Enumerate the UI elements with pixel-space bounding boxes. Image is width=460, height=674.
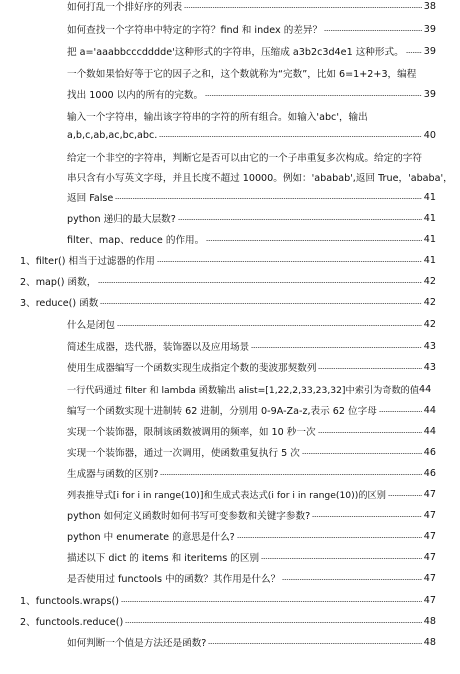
dot-leader [324,30,422,31]
toc-entry-title: 生成器与函数的区别? [67,469,159,480]
dot-leader [302,453,422,454]
dot-leader [184,7,422,8]
toc-page-number: 39 [423,88,436,100]
toc-entry[interactable] [67,570,436,586]
toc-page-number: 40 [423,129,436,141]
toc-entry-title: 1、functools.wraps() [20,596,119,607]
dot-leader [312,516,422,517]
toc-entry-title: python 中 enumerate 的意思是什么? [67,532,235,543]
toc-page-number: 41 [423,212,436,224]
toc-entry-title: 如何打乱一个排好序的列表 [67,2,183,13]
toc-entry[interactable] [67,528,436,544]
dot-leader [115,198,421,199]
dot-leader [206,240,422,241]
toc-entry-line[interactable] [67,169,453,185]
toc-page-number: 44 [423,425,436,437]
toc-entry-line[interactable] [67,65,436,81]
toc-entry-continuation: 串只含有小写英文字母，并且长度不超过 10000。例如：'ababab',返回 True，'ababa'， [67,173,453,184]
toc-page-number: 39 [423,23,436,35]
dot-leader [160,474,421,475]
toc-entry-title: 2、map() 函数， [20,277,97,288]
toc-entry-title: 把 a='aaabbcccdddde'这种形式的字符串，压缩成 a3b2c3d4e1 这种形式。 [67,47,404,58]
toc-entry[interactable] [67,43,436,59]
dot-leader [261,558,422,559]
toc-entry[interactable] [67,86,436,102]
dot-leader [237,537,422,538]
dot-leader [157,261,422,262]
toc-entry[interactable] [67,381,436,397]
toc-entry-title: filter、map、reduce 的作用。 [67,235,205,246]
dot-leader [388,495,422,496]
toc-entry-title: python 递归的最大层数? [67,214,176,225]
toc-entry[interactable] [67,316,436,332]
toc-entry[interactable] [20,294,436,310]
toc-entry-continuation: a,b,c,ab,ac,bc,abc. [67,129,158,141]
dot-leader [379,411,422,412]
dot-leader [178,219,422,220]
toc-page-number: 38 [423,0,436,12]
toc-entry[interactable] [67,189,436,205]
dot-leader [205,95,422,96]
toc-page-number: 42 [423,275,436,287]
toc-entry-continuation: 返回 False [67,193,114,204]
toc-entry[interactable] [67,486,436,502]
toc-entry-title: 如何查找一个字符串中特定的字符？find 和 index 的差异？ [67,25,323,36]
toc-entry-title: 是否使用过 functools 中的函数？其作用是什么？ [67,574,281,585]
toc-entry[interactable] [20,252,436,268]
dot-leader [100,303,421,304]
toc-page-number: 47 [423,488,436,500]
toc-entry[interactable] [20,273,436,289]
toc-page-number: 39 [423,45,436,57]
toc-page-number: 41 [423,233,436,245]
toc-entry[interactable] [67,465,436,481]
toc-page-number: 46 [423,467,436,479]
toc-entry[interactable] [67,210,436,226]
toc-entry[interactable] [67,634,436,650]
toc-entry[interactable] [67,127,436,143]
dot-leader [318,432,422,433]
toc-entry-title: 一行代码通过 filter 和 lambda 函数输出 alist=[1,22,2,33,23,32]中索引为奇数的值 [67,385,420,396]
toc-entry[interactable] [67,549,436,565]
toc-entry-title: 实现一个装饰器，限制该函数被调用的频率，如 10 秒一次 [67,427,316,438]
toc-page-number: 47 [423,594,436,606]
toc-entry[interactable] [67,21,436,37]
toc-entry-line[interactable] [67,108,436,124]
toc-page-number: 42 [423,296,436,308]
toc-entry[interactable] [67,402,436,418]
dot-leader [125,622,422,623]
toc-entry[interactable] [67,507,436,523]
toc-entry-title: 什么是闭包 [67,320,115,331]
toc-entry-title: 使用生成器编写一个函数实现生成指定个数的斐波那契数列 [67,363,317,374]
toc-entry-title: 一个数如果恰好等于它的因子之和，这个数就称为“完数”，比如 6=1+2+3，编程 [67,69,417,80]
toc-entry-title: python 如何定义函数时如何书写可变参数和关键字参数? [67,511,311,522]
toc-entry-title: 2、functools.reduce() [20,617,124,628]
toc-entry[interactable] [67,0,436,14]
toc-entry[interactable] [20,613,436,629]
dot-leader [117,325,422,326]
dot-leader [98,282,421,283]
toc-entry-title: 简述生成器，迭代器，装饰器以及应用场景 [67,342,250,353]
dot-leader [251,347,422,348]
toc-entry-title: 3、reduce() 函数 [20,298,99,309]
toc-page-number: 43 [423,340,436,352]
toc-entry-title: 给定一个非空的字符串，判断它是否可以由它的一个子串重复多次构成。给定的字符 [67,153,422,164]
toc-entry-title: 描述以下 dict 的 items 和 iteritems 的区别 [67,553,260,564]
dot-leader [121,601,422,602]
toc-entry-title: 1、filter() 相当于过滤器的作用 [20,256,155,267]
toc-page-number: 48 [423,615,436,627]
toc-entry[interactable] [67,359,436,375]
toc-page-number: 47 [423,509,436,521]
toc-entry-title: 列表推导式[i for i in range(10)]和生成式表达式(i for i in range(10))的区别 [67,490,386,501]
dot-leader [159,136,421,137]
toc-entry[interactable] [20,592,436,608]
toc-entry-title: 输入一个字符串，输出该字符串的字符的所有组合。如输入'abc'，输出 [67,112,368,123]
toc-page-number: 42 [423,318,436,330]
toc-page-number: 44 [423,404,436,416]
toc-entry-title: 实现一个装饰器，通过一次调用，使函数重复执行 5 次 [67,448,300,459]
toc-entry-title: 如何判断一个值是方法还是函数? [67,638,207,649]
toc-entry-title: 编写一个函数实现十进制转 62 进制，分别用 0-9A-Za-z,表示 62 位字母 [67,406,377,417]
toc-entry[interactable] [67,338,436,354]
toc-page-number: 47 [423,572,436,584]
dot-leader [208,643,421,644]
toc-page-number: 41 [423,254,436,266]
toc-entry[interactable] [67,423,436,439]
toc-entry-continuation: 找出 1000 以内的所有的完数。 [67,90,204,101]
dot-leader [318,368,421,369]
toc-entry-line[interactable] [67,149,436,165]
dot-leader [282,579,422,580]
toc-page-number: 47 [423,530,436,542]
toc-page-number: 46 [423,446,436,458]
toc-entry[interactable] [67,444,436,460]
dot-leader [406,52,422,53]
toc-page-number: 48 [423,636,436,648]
toc-page-number: 41 [423,191,436,203]
toc-page-number: 44 [419,383,432,395]
toc-page-number: 43 [423,361,436,373]
toc-page-number: 47 [423,551,436,563]
toc-entry[interactable] [67,231,436,247]
